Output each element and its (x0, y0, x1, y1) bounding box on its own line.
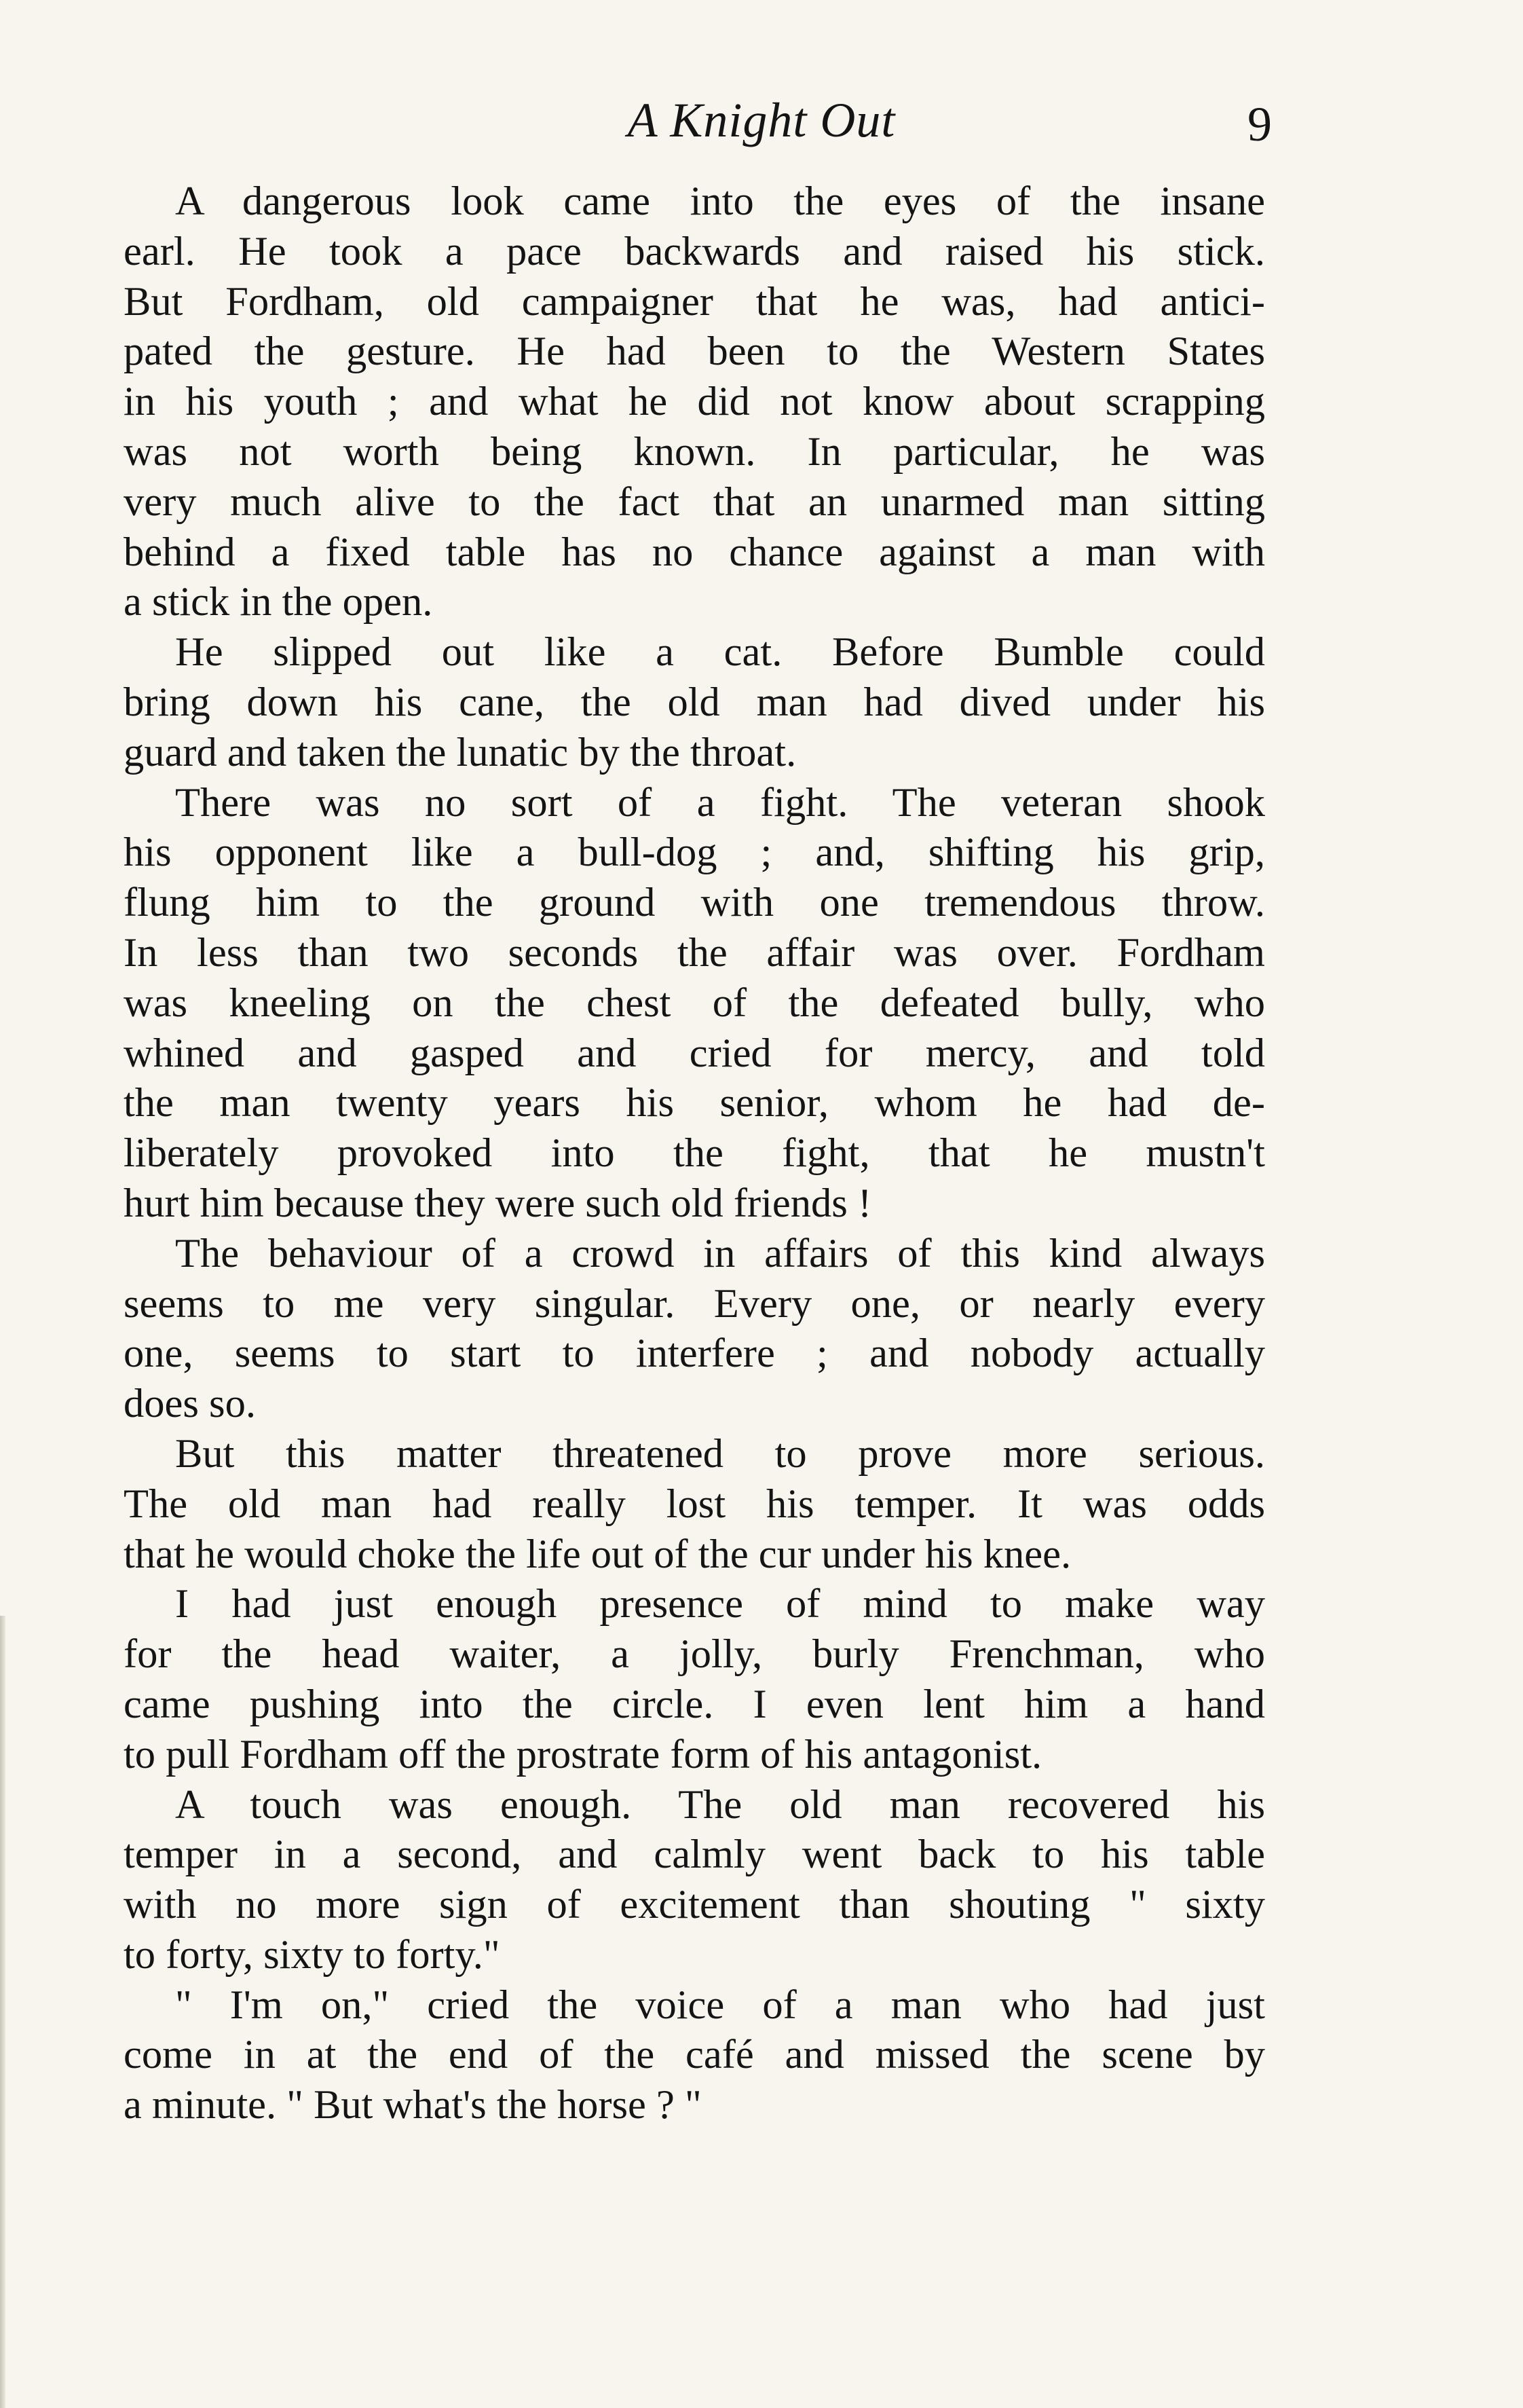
body-text (124, 177, 1265, 2130)
page-edge-shadow (0, 1616, 5, 2408)
text-line: earl. He took a pace backwards and raised his stick. (124, 228, 1265, 274)
text-line: with no more sign of excitement than shouting " sixty (124, 1882, 1265, 1928)
page-number: 9 (1247, 97, 1272, 151)
text-line: was not worth being known. In particular, he was (124, 428, 1265, 475)
text-line: to forty, sixty to forty." (124, 1931, 500, 1978)
text-line: In less than two seconds the affair was over. Fordham (124, 929, 1265, 976)
text-line: temper in a second, and calmly went back to his table (124, 1832, 1265, 1878)
text-line: one, seems to start to interfere ; and nobody actually (124, 1331, 1265, 1377)
text-line: the man twenty years his senior, whom he had de- (124, 1080, 1265, 1126)
text-line: flung him to the ground with one tremendous throw. (124, 880, 1265, 926)
text-line: liberately provoked into the fight, that he mustn't (124, 1130, 1265, 1177)
text-line: hurt him because they were such old friends ! (124, 1180, 872, 1226)
text-line: behind a fixed table has no chance against a man with (124, 529, 1265, 575)
text-line: was kneeling on the chest of the defeated bully, who (124, 980, 1265, 1026)
text-line: " I'm on," cried the voice of a man who had just (175, 1982, 1265, 2028)
text-line: whined and gasped and cried for mercy, and told (124, 1030, 1265, 1076)
text-line: to pull Fordham off the prostrate form of his antagonist. (124, 1731, 1042, 1777)
text-line: bring down his cane, the old man had dived under his (124, 679, 1265, 725)
text-line: But this matter threatened to prove more serious. (175, 1430, 1265, 1477)
text-line: that he would choke the life out of the cur under his knee. (124, 1531, 1072, 1577)
text-line: a stick in the open. (124, 579, 433, 625)
text-line: very much alive to the fact that an unarmed man sitting (124, 479, 1265, 525)
text-line: guard and taken the lunatic by the throat. (124, 729, 797, 775)
text-line: came pushing into the circle. I even lent him a hand (124, 1681, 1265, 1727)
text-line: A dangerous look came into the eyes of the insane (175, 179, 1265, 224)
text-line: does so. (124, 1381, 256, 1427)
text-line: pated the gesture. He had been to the Western States (124, 329, 1265, 375)
text-line: The old man had really lost his temper. It was odds (124, 1481, 1265, 1527)
text-line: in his youth ; and what he did not know about scrapping (124, 379, 1265, 425)
text-line: come in at the end of the café and missed the scene by (124, 2032, 1265, 2078)
text-line: A touch was enough. The old man recovered his (175, 1781, 1265, 1828)
running-head (0, 81, 1523, 156)
text-line: But Fordham, old campaigner that he was, had antici- (124, 278, 1265, 325)
text-line: I had just enough presence of mind to make way (175, 1581, 1265, 1627)
text-line: There was no sort of a fight. The veteran shook (175, 779, 1265, 826)
text-line: The behaviour of a crowd in affairs of this kind always (175, 1230, 1265, 1276)
text-line: a minute. " But what's the horse ? " (124, 2082, 702, 2128)
text-line: He slipped out like a cat. Before Bumble could (175, 629, 1265, 675)
text-line: for the head waiter, a jolly, burly Frenchman, who (124, 1631, 1265, 1678)
text-line: his opponent like a bull-dog ; and, shifting his grip, (124, 830, 1265, 876)
text-line: seems to me very singular. Every one, or nearly every (124, 1280, 1265, 1327)
running-title: A Knight Out (627, 93, 896, 147)
